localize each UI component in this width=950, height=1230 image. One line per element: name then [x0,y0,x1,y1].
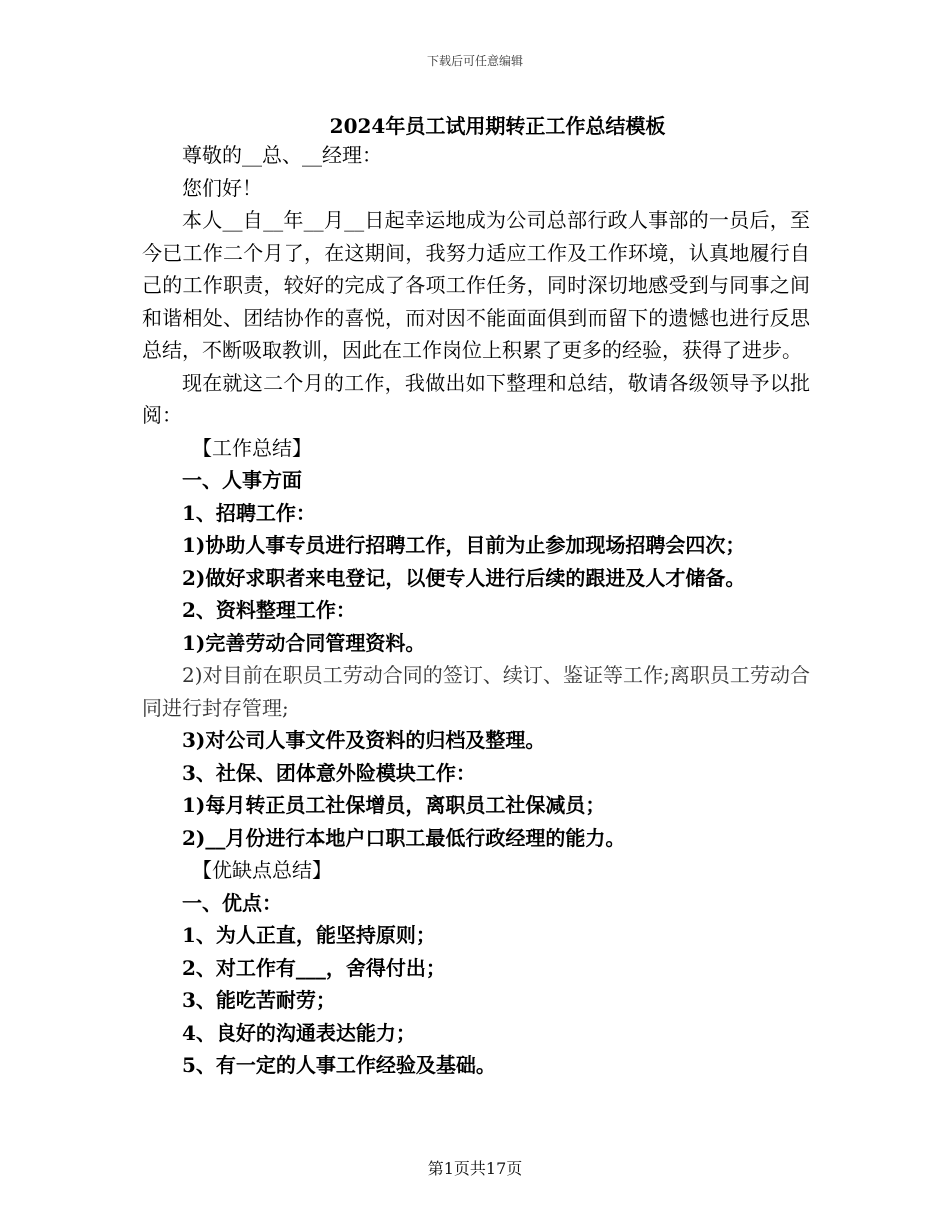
merit-item: 4、良好的沟通表达能力； [182,1020,416,1045]
salutation: 尊敬的__总、__经理： [182,143,382,167]
docs-heading: 2、资料整理工作： [182,598,356,622]
recruit-heading: 1、招聘工作： [182,500,316,525]
insurance-item-2: 2)__月份进行本地户口职工最低行政经理的能力。 [182,825,626,850]
insurance-item-1: 1)每月转正员工社保增员，离职员工社保减员； [182,793,606,817]
review-request-paragraph: 现在就这二个月的工作，我做出如下整理和总结，敬请各级领导予以批阅： [142,370,810,427]
page-header: 下载后可任意编辑 [426,54,523,68]
merit-item: 1、为人正直，能坚持原则； [182,923,436,947]
recruit-item-2: 2)做好求职者来电登记，以便专人进行后续的跟进及人才储备。 [182,565,746,590]
merit-item: 3、能吃苦耐劳； [182,988,336,1012]
intro-paragraph: 本人__自__年__月__日起幸运地成为公司总部行政人事部的一员后，至今已工作二个月了，在这期间，我努力适应工作及工作环境，认真地履行自己的工作职责，较好的完成了各项工作任务，同时深切地感受到与同事之间和谐相处、团结协作的喜悦，而对因不能面面俱到而留下的遗憾也进行反思总结，不断吸取教训，因此在工作岗位上积累了更多的经验，获得了进步。 [142,208,810,362]
docs-item-3: 3)对公司人事文件及资料的归档及整理。 [182,728,546,752]
insurance-heading: 3、社保、团体意外险模块工作： [182,760,476,785]
greeting: 您们好！ [182,175,262,200]
merit-item: 5、有一定的人事工作经验及基础。 [182,1053,496,1077]
section-heading-work: 【工作总结】 [192,435,312,460]
docs-item-1: 1)完善劳动合同管理资料。 [182,630,426,655]
document-body [142,139,810,1082]
document-title: 2024年员工试用期转正工作总结模板 [329,114,666,138]
merit-item: 2、对工作有___，舍得付出； [182,955,446,980]
section-heading-merits: 【优缺点总结】 [192,858,332,882]
hr-heading: 一、人事方面 [182,468,302,492]
merits-heading: 一、优点： [182,890,282,915]
docs-item-2: 2)对目前在职员工劳动合同的签订、续订、鉴证等工作;离职员工劳动合同进行封存管理; [142,663,810,720]
recruit-item-1: 1)协助人事专员进行招聘工作，目前为止参加现场招聘会四次； [182,533,746,557]
page-footer: 第1页共17页 [427,1159,523,1178]
